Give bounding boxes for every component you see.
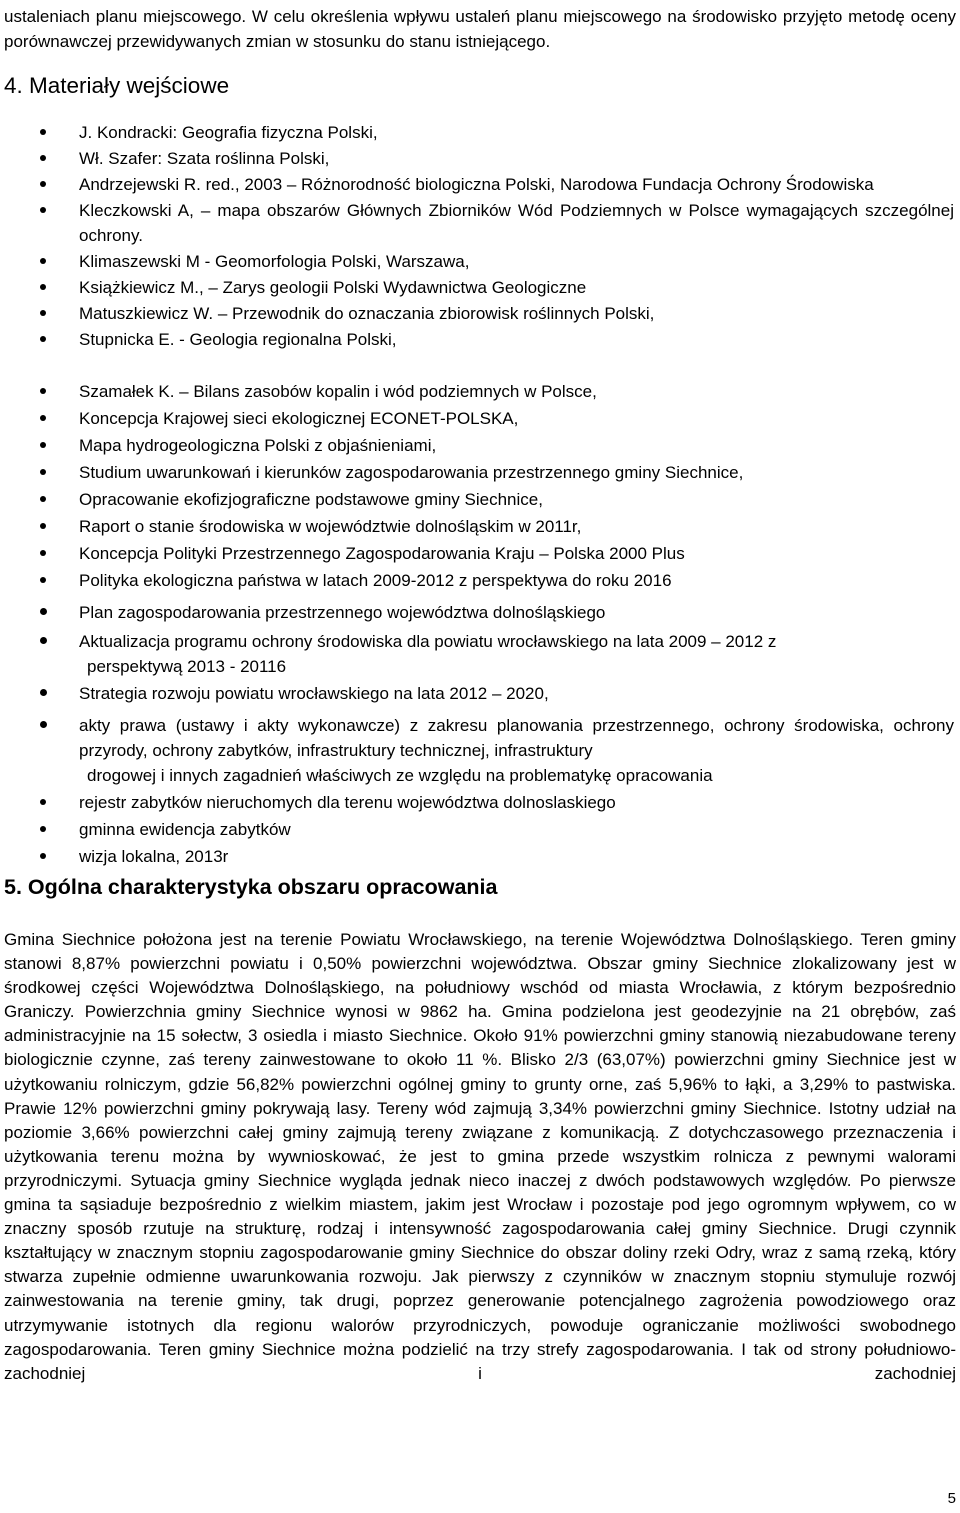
- list-item: Kleczkowski A, – mapa obszarów Głównych Zbiorników Wód Podziemnych w Polsce wymagających szczególnej ochrony.: [0, 198, 954, 248]
- intro-paragraph: ustaleniach planu miejscowego. W celu określenia wpływu ustaleń planu miejscowego na środowisko przyjęto metodę oceny porównawczej przewidywanych zmian w stosunku do stanu istniejącego.: [4, 7, 956, 51]
- list-item: Polityka ekologiczna państwa w latach 2009-2012 z perspektywa do roku 2016: [0, 568, 954, 593]
- list-item: [0, 629, 954, 679]
- section-5-paragraph: Gmina Siechnice położona jest na terenie Powiatu Wrocławskiego, na terenie Województwa Dolnośląskiego. Teren gminy stanowi 8,87% powierzchni powiatu i 0,50% powierzchni województwa. Obszar gminy Siechnice zlokalizowany jest w środkowej części Województwa Dolnośląskiego, na południowy wschód od miasta Wrocławia, z którym bezpośrednio Graniczy. Powierzchnia gminy Siechnice wynosi w 9862 ha. Gmina podzielona jest geodezyjnie na 21 obrębów, zaś administracyjnie na 15 sołectw, 3 osiedla i miasto Siechnice. Około 91% powierzchni gminy stanowią niezabudowane tereny biologicznie czynne, zaś tereny zainwestowane to około 11 %. Blisko 2/3 (63,07%) powierzchni gminy Siechnice jest w użytkowaniu rolniczym, gdzie 56,82% powierzchni ogólnej gminy to grunty orne, zaś 5,96% to łąki, a 3,29% to pastwiska. Prawie 12% powierzchni gminy pokrywają lasy. Tereny wód zajmują 3,34% powierzchni gminy Siechnice. Istotny udział na poziomie 3,66% powierzchni całej gminy zajmują tereny związane z komunikacją. Z dotychczasowego przeznaczenia i użytkowania terenu można by wywnioskować, że jest to gmina przede wszystkim rolnicza z pewnymi walorami przyrodniczymi. Sytuacja gminy Siechnice wygląda jednak nieco inaczej z dwóch podstawowych względów. Po pierwsze gmina ta sąsiaduje bezpośrednio z wielkim miastem, jakim jest Wrocław i pozostaje pod jego ogromnym wpływem, co w znaczny sposób rzutuje na strukturę, rodzaj i intensywność zagospodarowania całej gminy Siechnice. Drugi czynnik kształtujący w znacznym stopniu zagospodarowanie gminy Siechnice do obszar doliny rzeki Odry, wraz z samą rzeką, który stwarza zupełnie odmienne uwarunkowania rozwoju. Jak pierwszy z czynników w znacznym stopniu stymuluje rozwój zainwestowania na terenie gminy, tak drugi, poprzez generowanie potencjalnego zagrożenia powodziowego oraz utrzymywanie istotnych dla regionu walorów przyrodniczych, powoduje ograniczanie możliwości swobodnego zagospodarowania. Teren gminy Siechnice można podzielić na trzy strefy zagospodarowania. I tak od strony południowo-zachodniej i zachodniej: [4, 930, 956, 1383]
- list-item-line: Aktualizacja programu ochrony środowiska dla powiatu wrocławskiego na lata 2009 – 2012 z: [79, 632, 777, 651]
- materials-list-part-1: [0, 120, 960, 353]
- list-item: Plan zagospodarowania przestrzennego województwa dolnośląskiego: [0, 600, 954, 625]
- list-item: Studium uwarunkowań i kierunków zagospodarowania przestrzennego gminy Siechnice,: [0, 460, 954, 485]
- list-item: Mapa hydrogeologiczna Polski z objaśnieniami,: [0, 433, 954, 458]
- list-item: [0, 713, 954, 788]
- list-item: J. Kondracki: Geografia fizyczna Polski,: [0, 120, 954, 145]
- list-item: Matuszkiewicz W. – Przewodnik do oznaczania zbiorowisk roślinnych Polski,: [0, 301, 954, 326]
- list-item: Stupnicka E. - Geologia regionalna Polski,: [0, 327, 954, 352]
- list-item: Szamałek K. – Bilans zasobów kopalin i wód podziemnych w Polsce,: [0, 379, 954, 404]
- list-item: gminna ewidencja zabytków: [0, 817, 954, 842]
- list-item: Książkiewicz M., – Zarys geologii Polski Wydawnictwa Geologiczne: [0, 275, 954, 300]
- section-4-heading: 4. Materiały wejściowe: [4, 73, 230, 98]
- list-item-continuation: drogowej i innych zagadnień właściwych ze względu na problematykę opracowania: [87, 766, 713, 785]
- list-item: wizja lokalna, 2013r: [0, 844, 954, 869]
- list-item: Wł. Szafer: Szata roślinna Polski,: [0, 146, 954, 171]
- section-5-heading: 5. Ogólna charakterystyka obszaru opracowania: [4, 875, 498, 899]
- list-item: Raport o stanie środowiska w województwie dolnośląskim w 2011r,: [0, 514, 954, 539]
- list-item-continuation: perspektywą 2013 - 20116: [87, 657, 287, 676]
- page-number: 5: [947, 1490, 956, 1507]
- list-item: Opracowanie ekofizjograficzne podstawowe gminy Siechnice,: [0, 487, 954, 512]
- list-item: Strategia rozwoju powiatu wrocławskiego na lata 2012 – 2020,: [0, 681, 954, 706]
- list-item: Andrzejewski R. red., 2003 – Różnorodność biologiczna Polski, Narodowa Fundacja Ochrony Środowiska: [0, 172, 954, 197]
- list-item: rejestr zabytków nieruchomych dla terenu województwa dolnoslaskiego: [0, 790, 954, 815]
- list-item: Koncepcja Krajowej sieci ekologicznej ECONET-POLSKA,: [0, 406, 954, 431]
- list-item-line: akty prawa (ustawy i akty wykonawcze) z zakresu planowania przestrzennego, ochrony środowiska, ochrony przyrody, ochrony zabytków, infrastruktury technicznej, infrastruktury: [79, 716, 954, 760]
- materials-list-part-2: [0, 379, 960, 871]
- list-item: Klimaszewski M - Geomorfologia Polski, Warszawa,: [0, 249, 954, 274]
- list-item: Koncepcja Polityki Przestrzennego Zagospodarowania Kraju – Polska 2000 Plus: [0, 541, 954, 566]
